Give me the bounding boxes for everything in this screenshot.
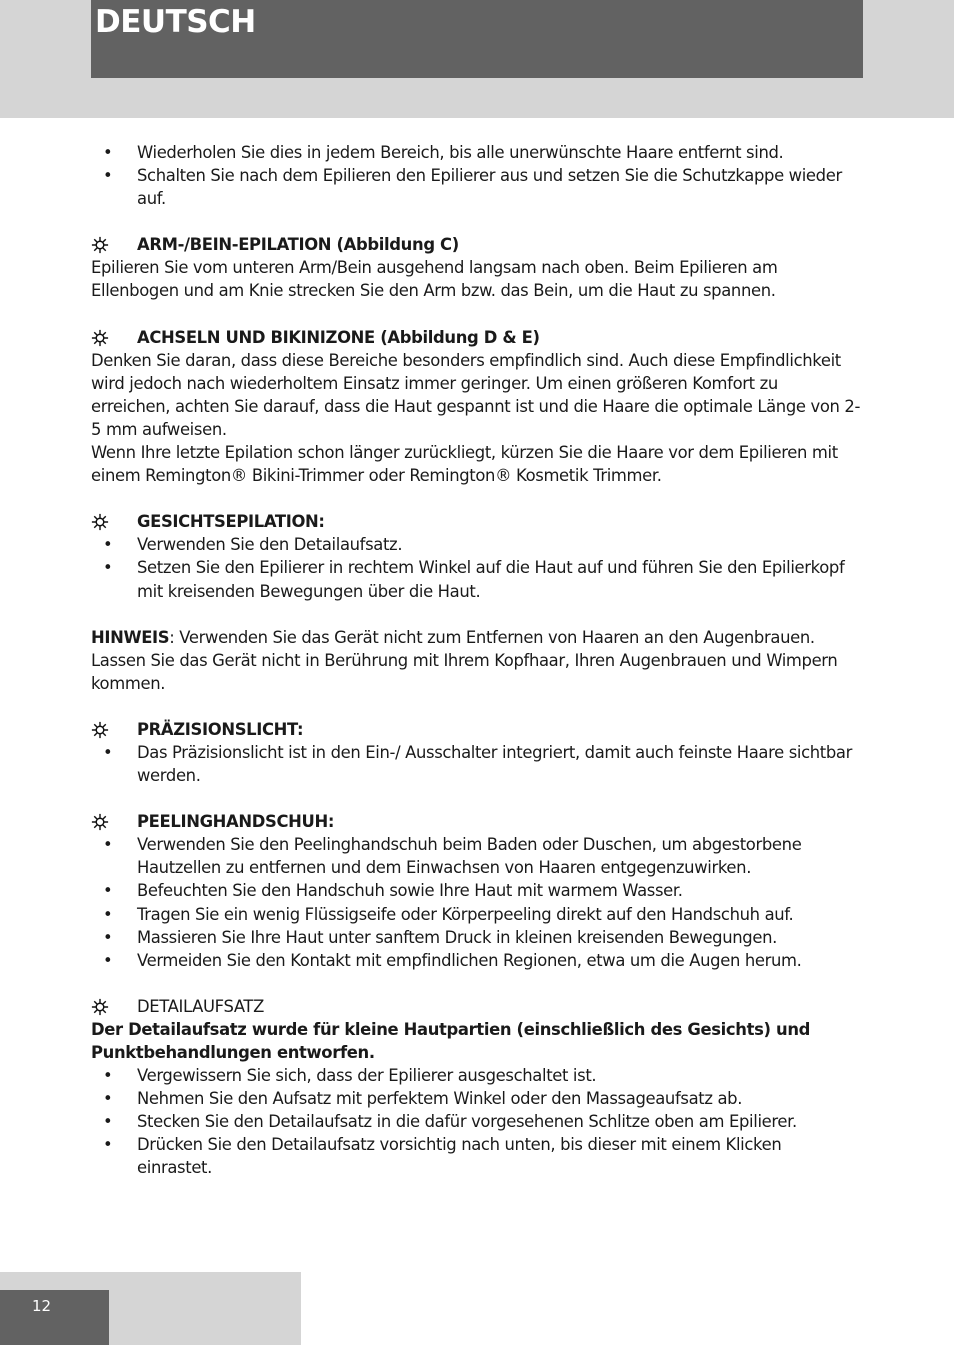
list-item: • Tragen Sie ein wenig Flüssigseife oder Körperpeeling direkt auf den Handschuh auf. xyxy=(91,903,861,926)
header-box xyxy=(91,0,863,78)
paragraph-bold: Der Detailaufsatz wurde für kleine Hautpartien (einschließlich des Gesichts) und Punktbehandlungen entworfen. xyxy=(91,1019,811,1062)
paragraph: Denken Sie daran, dass diese Bereiche besonders empfindlich sind. Auch diese Empfindlichkeit wird jedoch nach wiederholtem Einsatz immer geringer. Um einen größeren Komfort zu erreichen, achten Sie darauf, dass die Haut gespannt ist und die Haare die optimale Länge von 2-5 mm aufweisen. xyxy=(91,350,861,439)
list-item: • Massieren Sie Ihre Haut unter sanftem Druck in kleinen kreisenden Bewegungen. xyxy=(91,926,861,949)
list-item: • Befeuchten Sie den Handschuh sowie Ihre Haut mit warmem Wasser. xyxy=(91,879,861,902)
page-title: DEUTSCH xyxy=(95,4,256,40)
list-item: • Vermeiden Sie den Kontakt mit empfindlichen Regionen, etwa um die Augen herum. xyxy=(91,949,861,972)
sun-star-icon xyxy=(91,721,109,739)
list-item: • Stecken Sie den Detailaufsatz in die dafür vorgesehenen Schlitze oben am Epilierer. xyxy=(91,1110,861,1133)
bullet-dot: • xyxy=(103,1112,113,1132)
bullet-dot: • xyxy=(103,143,113,162)
bullet-dot: • xyxy=(103,166,113,186)
sun-star-icon xyxy=(91,998,109,1016)
list-item: • Wiederholen Sie dies in jedem Bereich, bis alle unerwünschte Haare entfernt sind. xyxy=(91,141,861,164)
list-item: • Drücken Sie den Detailaufsatz vorsichtig nach unten, bis dieser mit einem Klicken einrastet. xyxy=(103,1135,782,1178)
note-label: HINWEIS xyxy=(91,627,170,647)
bullet-dot: • xyxy=(103,1066,113,1086)
paragraph: Epilieren Sie vom unteren Arm/Bein ausgehend langsam nach oben. Beim Epilieren am Ellenbogen und am Knie strecken Sie den Arm bzw. das Bein, um die Haut zu spannen. xyxy=(91,258,778,301)
list-item: • Nehmen Sie den Aufsatz mit perfektem Winkel oder den Massageaufsatz ab. xyxy=(91,1087,861,1110)
bullet-dot: • xyxy=(103,927,113,947)
bullet-dot: • xyxy=(103,835,113,855)
page-number-box xyxy=(0,1290,109,1345)
section-heading-peeling: PEELINGHANDSCHUH: xyxy=(91,810,861,833)
list-item: • Das Präzisionslicht ist in den Ein-/ Ausschalter integriert, damit auch feinste Haare sichtbar werden. xyxy=(103,742,853,786)
note-paragraph: HINWEIS: Verwenden Sie das Gerät nicht zum Entfernen von Haaren an den Augenbrauen. Lassen Sie das Gerät nicht in Berührung mit Ihrem Kopfhaar, Ihren Augenbrauen und Wimpern kommen. xyxy=(91,627,838,693)
section-heading-achseln: ACHSELN UND BIKINIZONE (Abbildung D & E) xyxy=(91,326,861,349)
bullet-dot: • xyxy=(103,1089,113,1109)
bullet-dot: • xyxy=(103,742,113,762)
sun-star-icon xyxy=(91,513,109,531)
list-item: • Verwenden Sie den Peelinghandschuh beim Baden oder Duschen, um abgestorbene Hautzellen zu entfernen und dem Einwachsen von Haaren entgegenzuwirken. xyxy=(103,835,802,878)
document-body xyxy=(91,141,861,1180)
section-heading-licht: PRÄZISIONSLICHT: xyxy=(91,718,861,741)
list-item: • Vergewissern Sie sich, dass der Epilierer ausgeschaltet ist. xyxy=(91,1064,861,1087)
list-item: • Setzen Sie den Epilierer in rechtem Winkel auf die Haut auf und führen Sie den Epilierkopf mit kreisenden Bewegungen über die Haut. xyxy=(103,558,845,601)
sun-star-icon xyxy=(91,813,109,831)
bullet-dot: • xyxy=(103,1135,113,1155)
bullet-dot: • xyxy=(103,535,113,555)
bullet-dot: • xyxy=(103,904,113,924)
section-heading-arm-bein: ARM-/BEIN-EPILATION (Abbildung C) xyxy=(91,233,861,256)
page-number: 12 xyxy=(32,1297,52,1315)
section-heading-gesicht: GESICHTSEPILATION: xyxy=(91,510,861,533)
bullet-dot: • xyxy=(103,558,113,578)
section-heading-detail: DETAILAUFSATZ xyxy=(91,995,861,1018)
list-item: • Schalten Sie nach dem Epilieren den Epilierer aus und setzen Sie die Schutzkappe wieder auf. xyxy=(103,166,842,209)
sun-star-icon xyxy=(91,329,109,347)
paragraph: Wenn Ihre letzte Epilation schon länger zurückliegt, kürzen Sie die Haare vor dem Epilieren mit einem Remington® Bikini-Trimmer oder Remington® Kosmetik Trimmer. xyxy=(91,443,838,486)
bullet-dot: • xyxy=(103,881,113,901)
sun-star-icon xyxy=(91,236,109,254)
list-item: • Verwenden Sie den Detailaufsatz. xyxy=(91,533,861,556)
bullet-dot: • xyxy=(103,950,113,970)
